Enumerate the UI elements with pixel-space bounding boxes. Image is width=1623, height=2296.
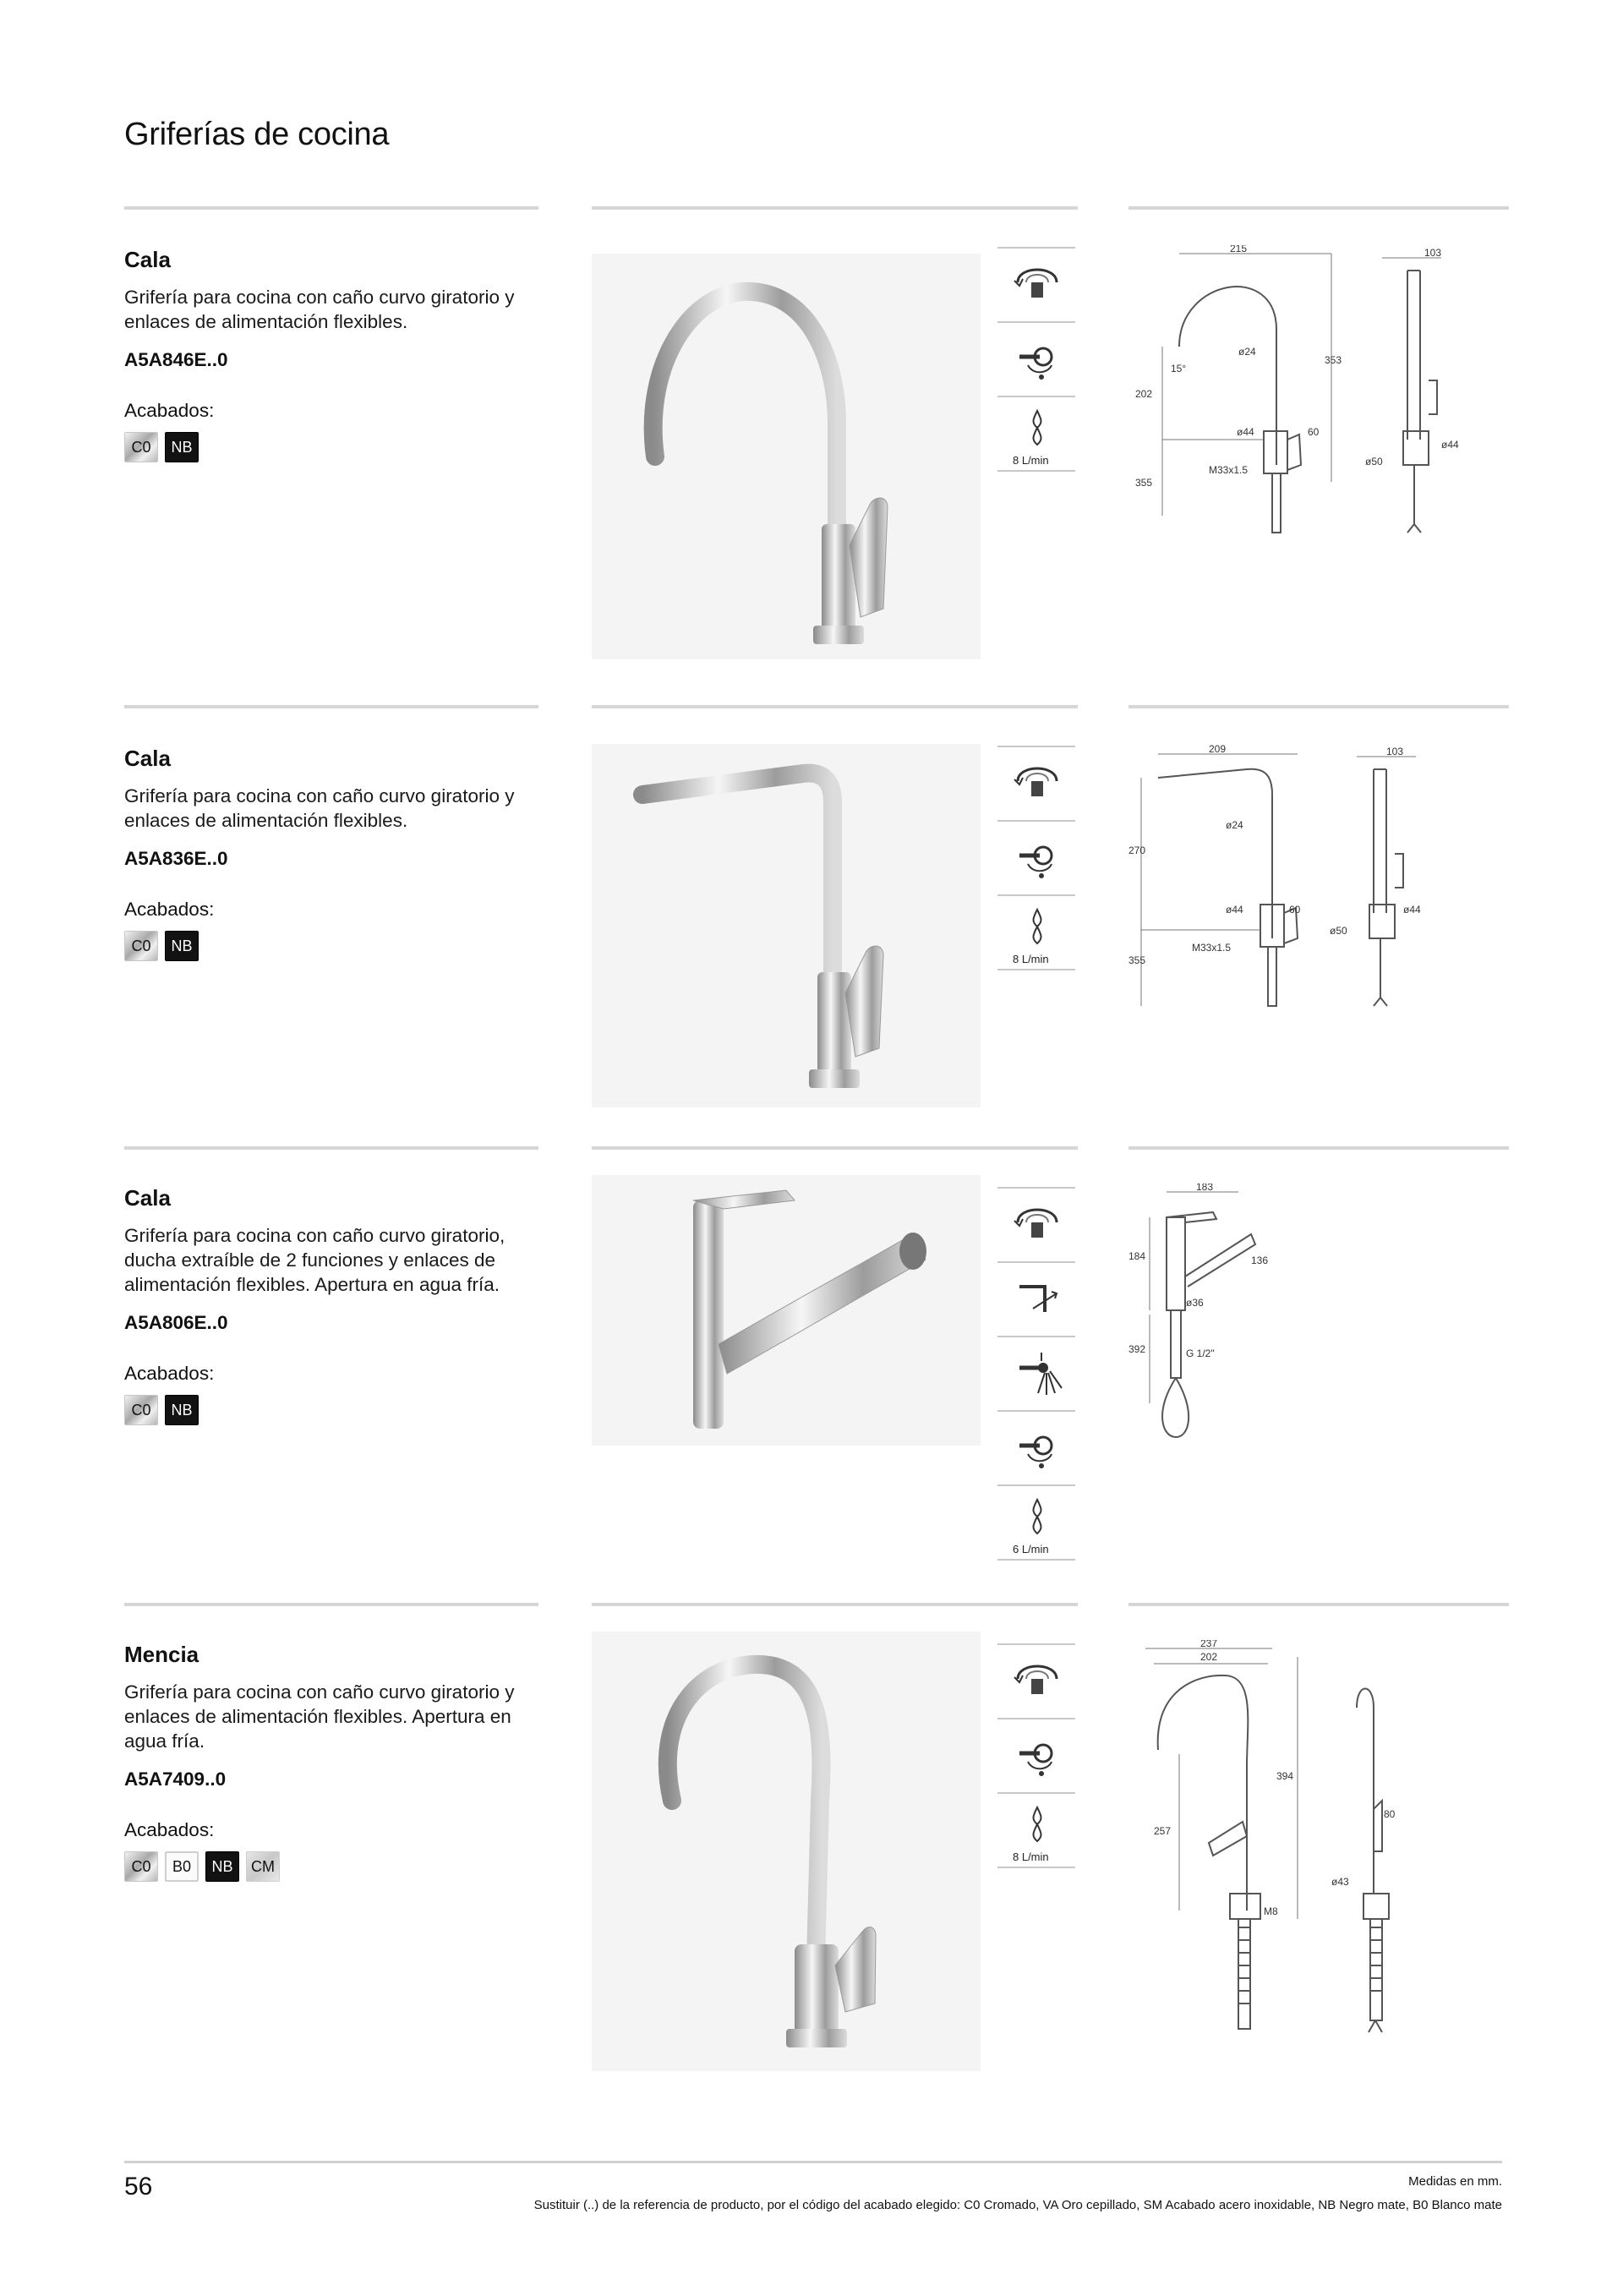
divider <box>124 206 538 210</box>
dimension-label: 60 <box>1308 426 1320 438</box>
dimension-label: M33x1.5 <box>1192 942 1232 954</box>
finish-codes-note: Sustituir (..) de la referencia de producto, por el código del acabado elegido: C0 Cromado, VA Oro cepillado, SM Acabado acero inoxidable, NB Negro mate, B0 Blanco mate <box>533 2198 1502 2212</box>
divider <box>1128 1146 1509 1150</box>
finishes-label: Acabados: <box>124 899 215 920</box>
feature-cell <box>997 1643 1075 1718</box>
swivel-spout-icon <box>1008 1197 1067 1251</box>
divider <box>592 705 1078 708</box>
feature-cell <box>997 746 1075 820</box>
flow-rate: 8 L/min <box>1013 953 1049 965</box>
dimension-label: 392 <box>1128 1343 1146 1355</box>
dimension-label: ø24 <box>1238 346 1256 358</box>
feature-icons <box>997 247 1075 472</box>
product-photo <box>592 254 981 659</box>
divider <box>124 1603 538 1606</box>
dimension-label: 136 <box>1251 1255 1269 1266</box>
divider <box>124 705 538 708</box>
lever-rotation-icon <box>1008 830 1067 884</box>
dimension-drawing <box>1128 1640 1517 2054</box>
swivel-spout-icon <box>1008 756 1067 810</box>
product-info <box>124 247 538 462</box>
product-description: Grifería para cocina con caño curvo giratorio y enlaces de alimentación flexibles. <box>124 785 515 831</box>
product-name: Cala <box>124 1185 171 1211</box>
dimension-label: 184 <box>1128 1250 1146 1262</box>
divider <box>592 1603 1078 1606</box>
spray-function-icon <box>1008 1346 1067 1400</box>
dimension-drawing <box>1128 1184 1331 1446</box>
product-photo <box>592 1175 981 1446</box>
swivel-spout-icon <box>1008 257 1067 311</box>
dimension-label: G 1/2" <box>1186 1348 1215 1359</box>
feature-cell <box>997 1484 1075 1561</box>
faucet-image <box>592 254 981 659</box>
pull-out-spray-icon <box>1008 1271 1067 1326</box>
dimension-label: 237 <box>1200 1640 1218 1649</box>
dimension-drawing <box>1128 245 1517 566</box>
dimension-label: ø24 <box>1226 819 1243 831</box>
finish-swatches <box>124 1851 538 1882</box>
feature-cell <box>997 396 1075 472</box>
dimension-label: 394 <box>1276 1770 1294 1782</box>
feature-cell <box>997 1410 1075 1484</box>
product-name: Cala <box>124 746 171 771</box>
dimension-label: ø44 <box>1226 904 1243 916</box>
dimension-label: ø50 <box>1330 925 1347 937</box>
dimension-label: M8 <box>1264 1905 1278 1917</box>
dimension-label: 257 <box>1154 1825 1172 1837</box>
dimension-label: 183 <box>1196 1184 1214 1193</box>
dimension-label: ø43 <box>1331 1876 1349 1888</box>
feature-cell <box>997 894 1075 970</box>
feature-cell <box>997 321 1075 396</box>
finish-swatch-nb: NB <box>165 432 199 462</box>
dimension-label: 80 <box>1384 1808 1396 1820</box>
product-photo <box>592 744 981 1107</box>
dimension-label: 353 <box>1325 354 1342 366</box>
finish-swatch-cm: CM <box>246 1851 280 1882</box>
water-drop-icon <box>1008 1802 1067 1856</box>
finishes-label: Acabados: <box>124 1819 215 1840</box>
feature-cell <box>997 1718 1075 1792</box>
faucet-image <box>592 1175 981 1446</box>
flow-rate: 6 L/min <box>1013 1543 1049 1555</box>
product-info <box>124 1185 538 1425</box>
feature-cell <box>997 820 1075 894</box>
technical-drawing <box>1128 1640 1517 2054</box>
divider <box>1128 206 1509 210</box>
divider <box>1128 1603 1509 1606</box>
product-name: Mencia <box>124 1642 199 1667</box>
dimension-label: ø50 <box>1365 456 1383 467</box>
feature-icons <box>997 1643 1075 1868</box>
swivel-spout-icon <box>1008 1654 1067 1708</box>
page-title: Griferías de cocina <box>124 117 390 152</box>
page-number: 56 <box>124 2173 153 2200</box>
finish-swatches <box>124 1395 538 1425</box>
product-info <box>124 746 538 961</box>
technical-drawing <box>1128 245 1517 566</box>
dimension-label: ø44 <box>1237 426 1254 438</box>
dimension-label: 355 <box>1135 477 1153 489</box>
finish-swatch-nb: NB <box>165 1395 199 1425</box>
finish-swatch-c0: C0 <box>124 1395 158 1425</box>
feature-cell <box>997 1261 1075 1336</box>
water-drop-icon <box>1008 905 1067 959</box>
dimension-drawing <box>1128 744 1517 1031</box>
flow-rate: 8 L/min <box>1013 1850 1049 1863</box>
product-code: A5A7409..0 <box>124 1768 227 1790</box>
faucet-image <box>592 744 981 1107</box>
product-photo <box>592 1632 981 2071</box>
feature-icons <box>997 1187 1075 1561</box>
dimension-label: 103 <box>1386 746 1404 757</box>
finish-swatch-b0: B0 <box>165 1851 199 1882</box>
divider <box>592 1146 1078 1150</box>
feature-cell <box>997 247 1075 321</box>
product-description: Grifería para cocina con caño curvo giratorio, ducha extraíble de 2 funciones y enlaces de alimentación flexibles. Apertura en agua fría. <box>124 1225 505 1295</box>
dimension-label: 215 <box>1230 245 1248 254</box>
flow-rate: 8 L/min <box>1013 454 1049 467</box>
technical-drawing <box>1128 744 1517 1031</box>
dimension-label: 15° <box>1171 363 1187 374</box>
finishes-label: Acabados: <box>124 400 215 421</box>
dimension-label: 209 <box>1209 744 1227 755</box>
feature-cell <box>997 1187 1075 1261</box>
dimension-label: 355 <box>1128 954 1146 966</box>
faucet-image <box>592 1632 981 2071</box>
finish-swatch-c0: C0 <box>124 1851 158 1882</box>
dimension-label: ø36 <box>1186 1297 1204 1309</box>
dimension-label: 202 <box>1200 1651 1218 1663</box>
divider <box>124 1146 538 1150</box>
finish-swatch-c0: C0 <box>124 432 158 462</box>
product-code: A5A836E..0 <box>124 848 228 869</box>
dimension-label: 60 <box>1289 904 1301 916</box>
footer-divider <box>124 2161 1502 2163</box>
water-drop-icon <box>1008 406 1067 460</box>
product-info <box>124 1642 538 1882</box>
lever-rotation-icon <box>1008 1420 1067 1474</box>
dimension-label: ø44 <box>1403 904 1421 916</box>
dimension-label: ø44 <box>1441 439 1459 451</box>
dimension-label: 202 <box>1135 388 1153 400</box>
finishes-label: Acabados: <box>124 1363 215 1384</box>
dimension-label: 270 <box>1128 845 1146 856</box>
product-description: Grifería para cocina con caño curvo giratorio y enlaces de alimentación flexibles. <box>124 287 515 332</box>
dimension-label: 103 <box>1424 247 1442 259</box>
product-code: A5A846E..0 <box>124 349 228 370</box>
feature-cell <box>997 1792 1075 1868</box>
technical-drawing <box>1128 1184 1331 1446</box>
dimension-label: M33x1.5 <box>1209 464 1249 476</box>
divider <box>592 206 1078 210</box>
feature-cell <box>997 1336 1075 1410</box>
product-description: Grifería para cocina con caño curvo giratorio y enlaces de alimentación flexibles. Apertura en agua fría. <box>124 1681 515 1752</box>
divider <box>1128 705 1509 708</box>
feature-icons <box>997 746 1075 970</box>
finish-swatches <box>124 931 538 961</box>
finish-swatch-c0: C0 <box>124 931 158 961</box>
product-name: Cala <box>124 247 171 272</box>
finish-swatch-nb: NB <box>165 931 199 961</box>
water-drop-icon <box>1008 1495 1067 1549</box>
units-note: Medidas en mm. <box>1408 2174 1502 2189</box>
lever-rotation-icon <box>1008 331 1067 385</box>
product-code: A5A806E..0 <box>124 1312 228 1333</box>
finish-swatch-nb: NB <box>205 1851 239 1882</box>
lever-rotation-icon <box>1008 1728 1067 1782</box>
finish-swatches <box>124 432 538 462</box>
